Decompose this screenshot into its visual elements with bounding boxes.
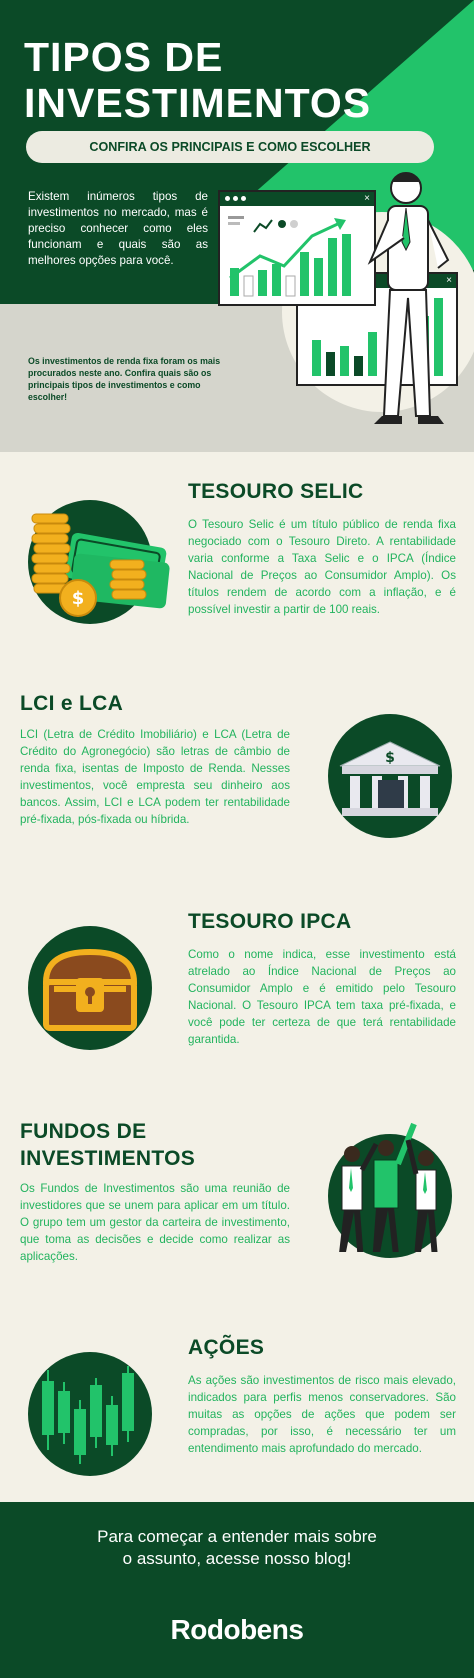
hero-title-line2: INVESTIMENTOS xyxy=(24,80,372,126)
window-close-icon: × xyxy=(364,193,370,204)
window-close-icon: × xyxy=(446,275,452,286)
brand-logo[interactable]: Rodobens xyxy=(170,1614,304,1645)
businessman-illustration xyxy=(344,166,464,452)
footer-cta-line1: Para começar a entender mais sobre xyxy=(97,1527,377,1546)
section-title-lci-lca: LCI e LCA xyxy=(20,692,124,715)
team-icon xyxy=(328,1134,452,1258)
chart-bar xyxy=(312,340,321,376)
candlestick-icon xyxy=(28,1352,152,1476)
svg-text:$: $ xyxy=(71,588,85,609)
section-title-fundos xyxy=(20,1118,195,1172)
hero-note-text: Os investimentos de renda fixa foram os mais procurados neste ano. Confira quais são os principais tipos de investimentos e como escolher! xyxy=(28,356,221,402)
hero-subtitle: CONFIRA OS PRINCIPAIS E COMO ESCOLHER xyxy=(26,131,434,163)
svg-text:$: $ xyxy=(385,750,395,766)
section-title-fundos-line2: INVESTIMENTOS xyxy=(20,1147,196,1170)
hero-title-line1: TIPOS DE xyxy=(24,34,224,80)
bank-icon xyxy=(328,714,452,838)
chart-bar xyxy=(326,352,335,376)
coins-icon xyxy=(28,500,152,624)
section-title-tesouro-ipca: TESOURO IPCA xyxy=(188,910,352,933)
footer-cta-line2: o assunto, acesse nosso blog! xyxy=(122,1549,352,1568)
section-text-tesouro-selic: O Tesouro Selic é um título público de renda fixa negociado com o Tesouro Direto. A rentabilidade varia conforme a Taxa Selic e o IPCA (Índice Nacional de Preços ao Consumidor Amplo). Os títulos rendem de acordo com a inflação, e é possível investir a partir de 100 reais. xyxy=(188,518,456,616)
hero-banner xyxy=(0,0,474,452)
hero-intro-text: Existem inúmeros tipos de investimentos no mercado, mas é preciso conhecer como eles funcionam e quais são as melhores opções para você. xyxy=(28,190,208,267)
treasure-chest-icon xyxy=(28,926,152,1050)
section-text-lci-lca: LCI (Letra de Crédito Imobiliário) e LCA (Letra de Crédito do Agronegócio) são letras de câmbio de renda fixa, isentas de Imposto de Renda. Nesses investimentos, você empresta seu dinheiro aos bancos. Assim, LCI e LCA podem ter rentabilidade pré-fixada, pós-fixada ou híbrida. xyxy=(20,728,290,826)
section-text-fundos: Os Fundos de Investimentos são uma reunião de investidores que se unem para aplicar em um título. O grupo tem um gestor da carteira de investimento, que toma as decisões e decide como realizar as aplicações. xyxy=(20,1182,290,1263)
section-title-fundos-line1: FUNDOS DE xyxy=(20,1120,147,1143)
section-text-acoes: As ações são investimentos de risco mais elevado, indicados para perfis menos conservadores. São muitas as opções de ações que podem ser compradas, por isso, é necessário ter um entendimento mais aprofundado do mercado. xyxy=(188,1374,456,1455)
footer-cta-text[interactable] xyxy=(0,1526,474,1570)
section-title-acoes: AÇÕES xyxy=(188,1336,265,1359)
hero-title xyxy=(24,34,464,126)
section-text-tesouro-ipca: Como o nome indica, esse investimento está atrelado ao Índice Nacional de Preços ao Consumidor Amplo e é emitido pelo Tesouro Nacional. O Tesouro IPCA tem taxa pré-fixada, e você pode ter certeza de que terá rentabilidade garantida. xyxy=(188,948,456,1046)
section-title-tesouro-selic: TESOURO SELIC xyxy=(188,480,364,503)
